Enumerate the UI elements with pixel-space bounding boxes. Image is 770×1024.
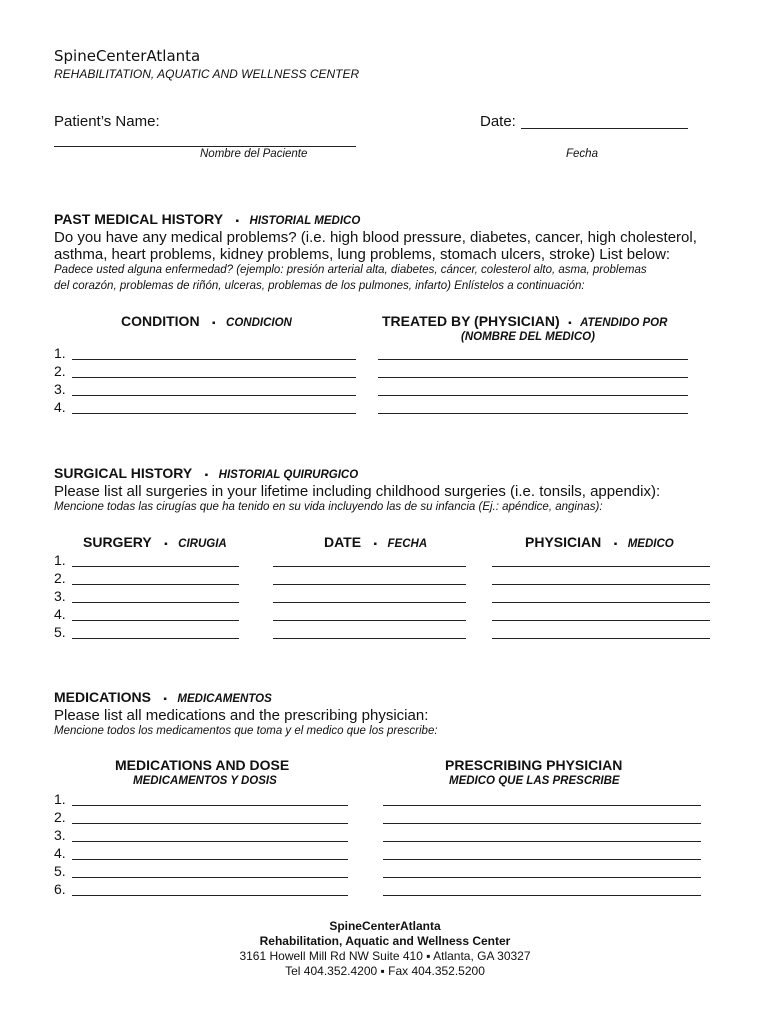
- surgical-history-heading: [54, 465, 358, 483]
- patient-name-sublabel: Nombre del Paciente: [200, 148, 308, 160]
- surgery-physician-field[interactable]: [492, 620, 710, 621]
- surgery-header-es: CIRUGIA: [178, 538, 227, 550]
- physician-column-header: [525, 534, 674, 552]
- row-number: 3.: [54, 588, 66, 604]
- brand-name: SpineCenterAtlanta: [54, 47, 201, 65]
- surgery-field[interactable]: [72, 566, 239, 567]
- row-number: 5.: [54, 624, 66, 640]
- medications-title: MEDICATIONS: [54, 689, 151, 705]
- bullet-icon: ▪: [568, 318, 572, 329]
- surgical-history-title-es: HISTORIAL QUIRURGICO: [218, 469, 359, 481]
- row-number: 6.: [54, 881, 66, 897]
- row-number: 4.: [54, 845, 66, 861]
- condition-field[interactable]: [72, 413, 356, 414]
- date-header: DATE: [324, 534, 362, 550]
- date-column-header: [324, 534, 427, 552]
- medications-dose-header-es: MEDICAMENTOS Y DOSIS: [133, 775, 277, 787]
- row-number: 2.: [54, 363, 66, 379]
- condition-field[interactable]: [72, 377, 356, 378]
- surgery-column-header: [83, 534, 227, 552]
- bullet-icon: ▪: [204, 470, 209, 481]
- past-history-question-1: Do you have any medical problems? (i.e. high blood pressure, diabetes, cancer, high cholesterol,: [54, 229, 697, 246]
- physician-field[interactable]: [378, 359, 688, 360]
- medication-field[interactable]: [72, 805, 348, 806]
- row-number: 1.: [54, 791, 66, 807]
- bullet-icon: ▪: [235, 216, 240, 227]
- date-header-es: FECHA: [387, 538, 428, 550]
- row-number: 3.: [54, 381, 66, 397]
- prescriber-field[interactable]: [383, 895, 701, 896]
- footer-name: SpineCenterAtlanta: [329, 919, 441, 933]
- prescriber-field[interactable]: [383, 823, 701, 824]
- past-history-question-2: asthma, heart problems, kidney problems, lung problems, stomach ulcers, stroke) List below:: [54, 246, 671, 263]
- medications-question-es: Mencione todos los medicamentos que toma y el medico que los prescribe:: [54, 725, 438, 737]
- bullet-icon: ▪: [373, 539, 378, 550]
- brand-subtitle: REHABILITATION, AQUATIC AND WELLNESS CENTER: [54, 67, 360, 81]
- surgery-field[interactable]: [72, 638, 239, 639]
- treated-by-column-header: [382, 313, 667, 331]
- prescriber-field[interactable]: [383, 841, 701, 842]
- surgical-history-question: Please list all surgeries in your lifetime including childhood surgeries (i.e. tonsils, appendix):: [54, 483, 661, 500]
- surgery-date-field[interactable]: [273, 602, 466, 603]
- physician-field[interactable]: [378, 395, 688, 396]
- treated-by-header-es: ATENDIDO POR: [580, 317, 668, 329]
- patient-name-field[interactable]: [54, 146, 356, 147]
- footer-address: 3161 Howell Mill Rd NW Suite 410 ▪ Atlanta, GA 30327: [239, 949, 531, 963]
- row-number: 1.: [54, 345, 66, 361]
- prescriber-field[interactable]: [383, 859, 701, 860]
- medication-field[interactable]: [72, 859, 348, 860]
- surgery-date-field[interactable]: [273, 566, 466, 567]
- medication-field[interactable]: [72, 823, 348, 824]
- condition-field[interactable]: [72, 395, 356, 396]
- row-number: 2.: [54, 570, 66, 586]
- past-history-title-es: HISTORIAL MEDICO: [249, 215, 361, 227]
- condition-header-es: CONDICION: [226, 317, 292, 329]
- prescriber-field[interactable]: [383, 877, 701, 878]
- surgery-field[interactable]: [72, 584, 239, 585]
- surgery-physician-field[interactable]: [492, 566, 710, 567]
- medications-question: Please list all medications and the prescribing physician:: [54, 707, 429, 724]
- surgery-field[interactable]: [72, 620, 239, 621]
- surgery-physician-field[interactable]: [492, 602, 710, 603]
- prescribing-physician-header: PRESCRIBING PHYSICIAN: [445, 757, 623, 773]
- prescriber-field[interactable]: [383, 805, 701, 806]
- bullet-icon: ▪: [212, 318, 216, 329]
- medications-title-es: MEDICAMENTOS: [177, 693, 272, 705]
- condition-field[interactable]: [72, 359, 356, 360]
- surgery-physician-field[interactable]: [492, 584, 710, 585]
- row-number: 4.: [54, 606, 66, 622]
- surgery-date-field[interactable]: [273, 620, 466, 621]
- prescribing-physician-header-es: MEDICO QUE LAS PRESCRIBE: [449, 775, 620, 787]
- condition-column-header: [121, 313, 292, 331]
- row-number: 5.: [54, 863, 66, 879]
- row-number: 3.: [54, 827, 66, 843]
- footer-phone: Tel 404.352.4200 ▪ Fax 404.352.5200: [285, 964, 485, 978]
- bullet-icon: ▪: [164, 539, 168, 550]
- surgery-header: SURGERY: [83, 534, 152, 550]
- bullet-icon: ▪: [163, 694, 167, 705]
- bullet-icon: ▪: [613, 539, 618, 550]
- surgery-date-field[interactable]: [273, 584, 466, 585]
- surgical-history-title: SURGICAL HISTORY: [54, 465, 193, 481]
- surgery-physician-field[interactable]: [492, 638, 710, 639]
- row-number: 1.: [54, 552, 66, 568]
- medication-field[interactable]: [72, 895, 348, 896]
- row-number: 2.: [54, 809, 66, 825]
- medications-heading: [54, 689, 272, 707]
- patient-name-label: Patient’s Name:: [54, 113, 160, 130]
- past-history-question-es-2: del corazón, problemas de riñón, ulceras, problemas de los pulmones, infarto) Enlístelos a continuación:: [54, 280, 585, 292]
- footer-tagline: Rehabilitation, Aquatic and Wellness Center: [259, 934, 511, 948]
- treated-by-header: TREATED BY (PHYSICIAN): [382, 313, 560, 329]
- past-history-heading: [54, 211, 360, 229]
- condition-header: CONDITION: [121, 313, 200, 329]
- medications-dose-header: MEDICATIONS AND DOSE: [115, 757, 290, 773]
- date-field[interactable]: [521, 128, 688, 129]
- past-history-question-es-1: Padece usted alguna enfermedad? (ejemplo: presión arterial alta, diabetes, cáncer, colesterol alto, asma, problemas: [54, 264, 647, 276]
- medication-field[interactable]: [72, 877, 348, 878]
- date-label: Date:: [480, 113, 516, 130]
- medication-field[interactable]: [72, 841, 348, 842]
- physician-field[interactable]: [378, 377, 688, 378]
- physician-header-es: MEDICO: [627, 538, 674, 550]
- row-number: 4.: [54, 399, 66, 415]
- surgical-history-question-es: Mencione todas las cirugías que ha tenido en su vida incluyendo las de su infancia (Ej.: apéndice, anginas):: [54, 501, 603, 513]
- physician-field[interactable]: [378, 413, 688, 414]
- past-history-title: PAST MEDICAL HISTORY: [54, 211, 224, 227]
- date-sublabel: Fecha: [566, 148, 598, 160]
- surgery-field[interactable]: [72, 602, 239, 603]
- physician-header: PHYSICIAN: [525, 534, 602, 550]
- treated-by-header-es-2: (NOMBRE DEL MEDICO): [461, 331, 595, 343]
- surgery-date-field[interactable]: [273, 638, 466, 639]
